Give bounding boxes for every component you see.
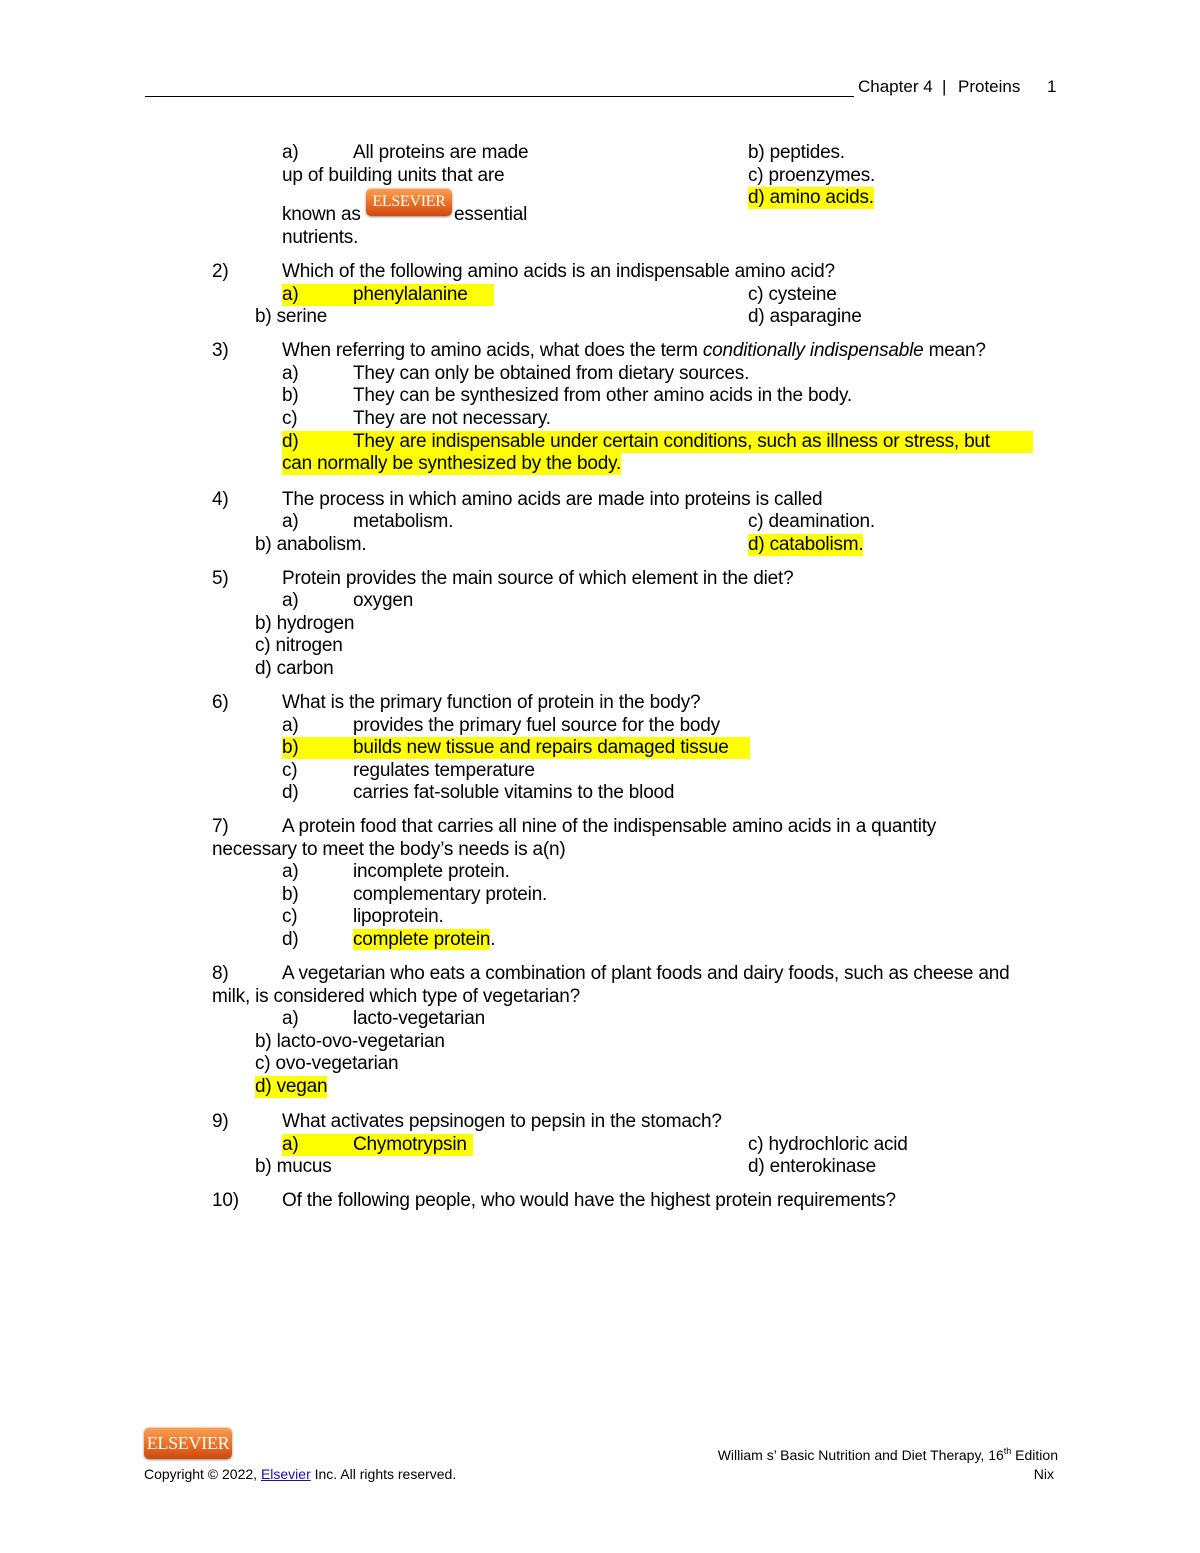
q7-option-c-marker: c) [282, 906, 298, 927]
q3-option-b-marker: b) [282, 385, 299, 406]
q9-number: 9) [212, 1111, 229, 1132]
q5-option-d: d) carbon [255, 658, 334, 679]
q9-option-a-text: Chymotrypsin [353, 1134, 467, 1155]
q1-option-a-line3a: known as [282, 204, 361, 225]
q9-option-a-answer [282, 1134, 473, 1156]
q7-option-d-marker: d) [282, 929, 299, 950]
book-title: William s’ Basic Nutrition and Diet Therapy, 16th Edition [717, 1446, 1058, 1463]
copyright: Copyright © 2022, Elsevier Inc. All rights reserved. [144, 1466, 457, 1482]
q9-option-b: b) mucus [255, 1156, 332, 1177]
elsevier-logo-inline: ELSEVIER [366, 188, 452, 216]
q2-option-c: c) cysteine [748, 284, 837, 305]
q1-option-a-line3b: essential [454, 204, 528, 225]
q1-option-a-line2: up of building units that are [282, 165, 505, 186]
header-chapter: Chapter 4 [858, 77, 933, 96]
elsevier-link[interactable]: Elsevier [260, 1466, 311, 1482]
header-title: Proteins [958, 77, 1021, 96]
q5-option-c: c) nitrogen [255, 635, 343, 656]
q7-question-line2: necessary to meet the body’s needs is a(n) [212, 839, 566, 860]
q4-number: 4) [212, 489, 229, 510]
q5-option-a-marker: a) [282, 590, 299, 611]
q1-option-d-answer: d) amino acids. [748, 187, 874, 208]
q7-option-d-answer: complete protein. [353, 929, 496, 950]
q8-option-d-answer: d) vegan [255, 1076, 328, 1097]
q4-option-d-answer: d) catabolism. [748, 534, 864, 555]
q3-option-d-text: They are indispensable under certain conditions, such as illness or stress, but [353, 431, 990, 452]
page-number: 1 [1047, 77, 1057, 96]
q6-number: 6) [212, 692, 229, 713]
q4-question: The process in which amino acids are made into proteins is called [282, 489, 823, 510]
q4-option-a-marker: a) [282, 511, 299, 532]
q6-option-b-marker: b) [282, 737, 299, 758]
q10-number: 10) [212, 1190, 239, 1211]
q8-number: 8) [212, 963, 229, 984]
header-separator: | [942, 77, 947, 96]
q5-option-b: b) hydrogen [255, 613, 355, 634]
q6-option-c-marker: c) [282, 760, 298, 781]
q5-question: Protein provides the main source of which element in the diet? [282, 568, 794, 589]
q6-option-a-marker: a) [282, 715, 299, 736]
q3-option-c-text: They are not necessary. [353, 408, 551, 429]
q6-option-c-text: regulates temperature [353, 760, 535, 781]
q2-option-a-text: phenylalanine [353, 284, 468, 305]
q1-option-a-text: All proteins are made [353, 142, 529, 163]
q1-option-b: b) peptides. [748, 142, 845, 163]
q8-option-c: c) ovo-vegetarian [255, 1053, 399, 1074]
q4-option-b: b) anabolism. [255, 534, 367, 555]
q9-option-a-marker: a) [282, 1134, 299, 1155]
q2-option-a-marker: a) [282, 284, 299, 305]
q3-option-b-text: They can be synthesized from other amino acids in the body. [353, 385, 853, 406]
q6-option-a-text: provides the primary fuel source for the body [353, 715, 720, 736]
q8-option-a-marker: a) [282, 1008, 299, 1029]
q7-option-c-text: lipoprotein. [353, 906, 444, 927]
q2-option-a-answer [282, 284, 494, 306]
q6-option-b-text: builds new tissue and repairs damaged tissue [353, 737, 729, 758]
q3-question: When referring to amino acids, what does the term conditionally indispensable mean? [282, 340, 986, 361]
q5-option-a-text: oxygen [353, 590, 414, 611]
q9-option-c: c) hydrochloric acid [748, 1134, 908, 1155]
q8-question-line2: milk, is considered which type of vegetarian? [212, 986, 581, 1007]
header-rule [145, 96, 854, 97]
q6-option-d-text: carries fat-soluble vitamins to the blood [353, 782, 675, 803]
q9-option-d: d) enterokinase [748, 1156, 876, 1177]
q7-option-b-marker: b) [282, 884, 299, 905]
q7-option-d-text: complete protein [353, 929, 491, 950]
q7-option-a-marker: a) [282, 861, 299, 882]
q4-option-a-text: metabolism. [353, 511, 454, 532]
q2-number: 2) [212, 261, 229, 282]
q3-option-a-marker: a) [282, 363, 299, 384]
q6-question: What is the primary function of protein in the body? [282, 692, 701, 713]
q7-option-a-text: incomplete protein. [353, 861, 510, 882]
q9-question: What activates pepsinogen to pepsin in the stomach? [282, 1111, 722, 1132]
q7-number: 7) [212, 816, 229, 837]
q1-option-a-marker: a) [282, 142, 299, 163]
q2-option-d: d) asparagine [748, 306, 862, 327]
q7-question: A protein food that carries all nine of the indispensable amino acids in a quantity [282, 816, 937, 837]
q3-option-c-marker: c) [282, 408, 298, 429]
q3-term: conditionally indispensable [702, 340, 924, 361]
q5-number: 5) [212, 568, 229, 589]
q10-question: Of the following people, who would have the highest protein requirements? [282, 1190, 896, 1211]
q1-option-a-line4: nutrients. [282, 227, 359, 248]
book-author: Nix [1033, 1466, 1054, 1482]
q8-question: A vegetarian who eats a combination of plant foods and dairy foods, such as cheese and [282, 963, 1010, 984]
q3-number: 3) [212, 340, 229, 361]
q6-option-d-marker: d) [282, 782, 299, 803]
q3-option-d-marker: d) [282, 431, 299, 452]
q3-option-d-text-line2: can normally be synthesized by the body. [282, 453, 622, 474]
q7-option-b-text: complementary protein. [353, 884, 548, 905]
q8-option-a-text: lacto-vegetarian [353, 1008, 485, 1029]
q8-option-b: b) lacto-ovo-vegetarian [255, 1031, 445, 1052]
q1-option-c: c) proenzymes. [748, 165, 876, 186]
q4-option-c: c) deamination. [748, 511, 875, 532]
q6-option-b-answer [282, 737, 750, 759]
q3-option-a-text: They can only be obtained from dietary sources. [353, 363, 750, 384]
q2-option-b: b) serine [255, 306, 328, 327]
q3-option-d-answer [282, 431, 1033, 453]
q2-question: Which of the following amino acids is an indispensable amino acid? [282, 261, 835, 282]
elsevier-logo-footer: ELSEVIER [144, 1427, 232, 1459]
